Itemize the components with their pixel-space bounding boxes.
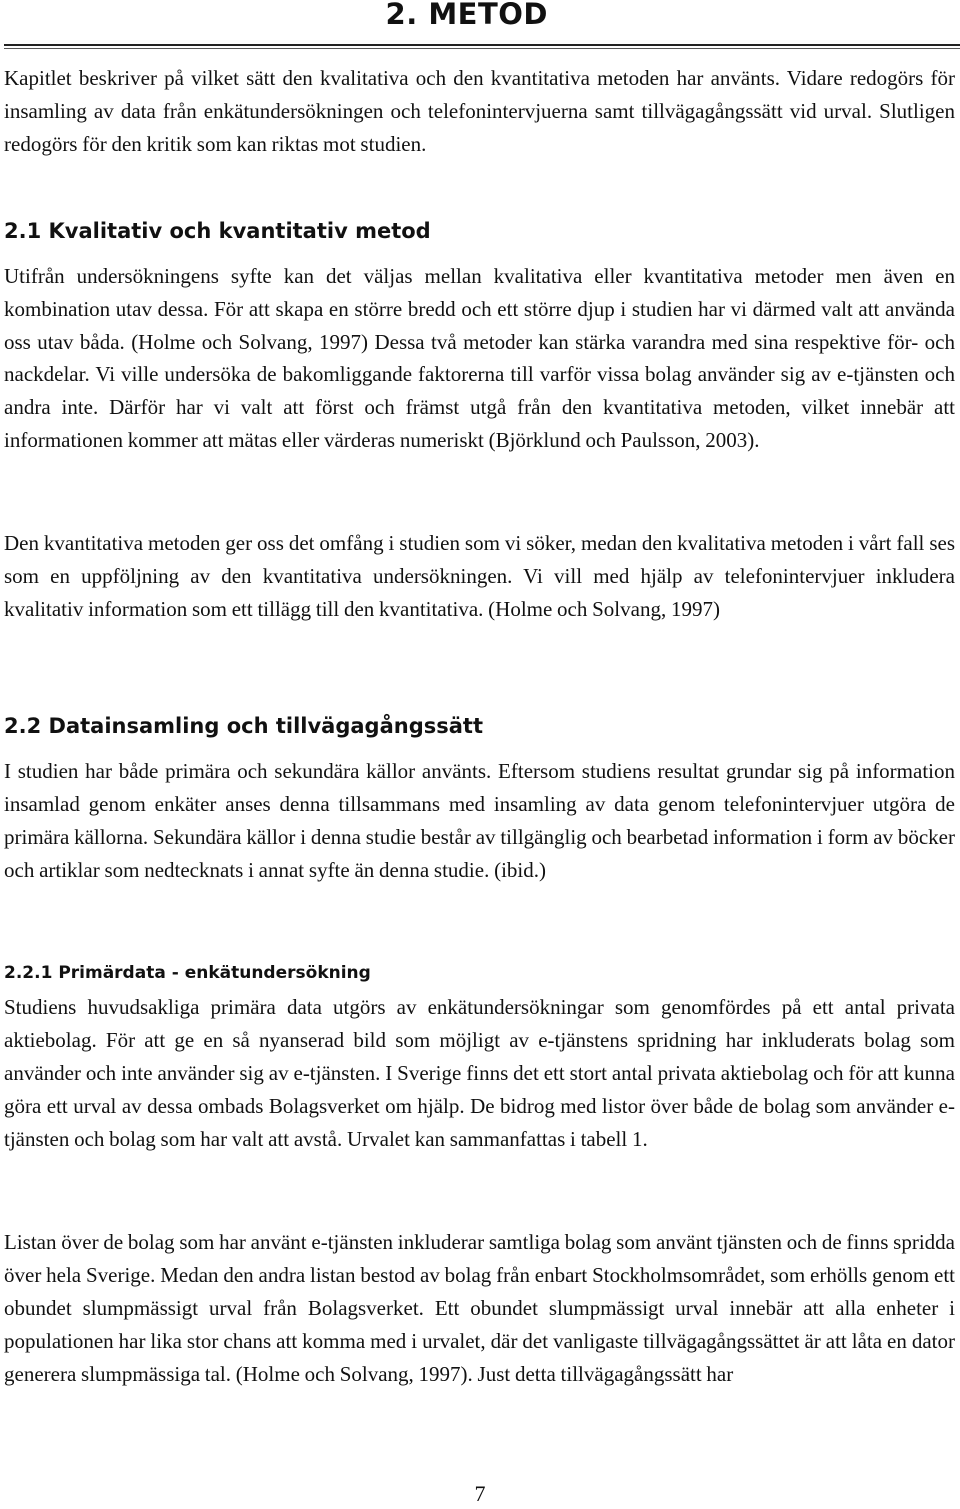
chapter-title: 2. METOD — [385, 0, 548, 31]
section-2-2-1-paragraph-2: Listan över de bolag som har använt e-tjänsten inkluderar samtliga bolag som använt tjänsten och de finns spridda över hela Sverige. Medan den andra listan bestod av bolag från enbart Stockholmsområdet, som erhölls genom ett obundet slumpmässigt urval från Bolagsverket. Ett obundet slumpmässigt urval innebär att alla enheter i populationen har lika stor chans att komma med i urvalet, där det vanligaste tillvägagångssättet är att låta en dator generera slumpmässiga tal. (Holme och Solvang, 1997). Just detta tillvägagångssätt har — [4, 1230, 955, 1386]
section-2-2-1-paragraph-1: Studiens huvudsakliga primära data utgörs av enkätundersökningar som genomfördes på ett antal privata aktiebolag. För att ge en så nyanserad bild som möjligt av e-tjänstens spridning har inkluderats bolag som använder och inte använder sig av e-tjänsten. I Sverige finns det ett stort antal privata aktiebolag och för att kunna göra ett urval av dessa ombads Bolagsverket om hjälp. De bidrog med listor över både de bolag som använder e-tjänsten och bolag som har valt att avstå. Urvalet kan sammanfattas i tabell 1. — [4, 995, 955, 1151]
section-2-1-paragraph-1: Utifrån undersökningens syfte kan det väljas mellan kvalitativa eller kvantitativa metoder men även en kombination utav dessa. För att skapa en större bredd och ett större djup i studien har vi därmed valt att använda oss utav båda. (Holme och Solvang, 1997) Dessa två metoder kan stärka varandra med sina respektive för- och nackdelar. Vi ville undersöka de bakomliggande faktorerna till varför vissa bolag använder sig av e-tjänsten och andra inte. Därför har vi valt att först och främst utgå från den kvantitativa metoden, vilket innebär att informationen kommer att mätas eller värderas numeriskt (Björklund och Paulsson, 2003). — [4, 264, 955, 452]
intro-paragraph: Kapitlet beskriver på vilket sätt den kvalitativa och den kvantitativa metoden har använts. Vidare redogörs för insamling av data från enkätundersökningen och telefonintervjuerna samt tillvägagångssätt vid urval. Slutligen redogörs för den kritik som kan riktas mot studien. — [4, 66, 955, 156]
section-heading-2-2-1: 2.2.1 Primärdata - enkätundersökning — [4, 963, 371, 983]
section-2-1-paragraph-2: Den kvantitativa metoden ger oss det omfång i studien som vi söker, medan den kvalitativa metoden i vårt fall ses som en uppföljning av den kvantitativa undersökningen. Vi vill med hjälp av telefonintervjuer inkludera kvalitativ information som ett tillägg till den kvantitativa. (Holme och Solvang, 1997) — [4, 531, 955, 621]
section-heading-2-1: 2.1 Kvalitativ och kvantitativ metod — [4, 219, 431, 243]
section-heading-2-2: 2.2 Datainsamling och tillvägagångssätt — [4, 714, 483, 738]
section-2-2-paragraph-1: I studien har både primära och sekundära källor använts. Eftersom studiens resultat grundar sig på information insamlad genom enkäter anses denna tillsammans med insamling av data genom telefonintervjuer utgöra de primära källorna. Sekundära källor i denna studie består av tillgänglig och bearbetad information i form av böcker och artiklar som nedtecknats i annat syfte än denna studie. (ibid.) — [4, 759, 955, 882]
page-number: 7 — [474, 1481, 486, 1506]
title-divider — [4, 44, 960, 46]
